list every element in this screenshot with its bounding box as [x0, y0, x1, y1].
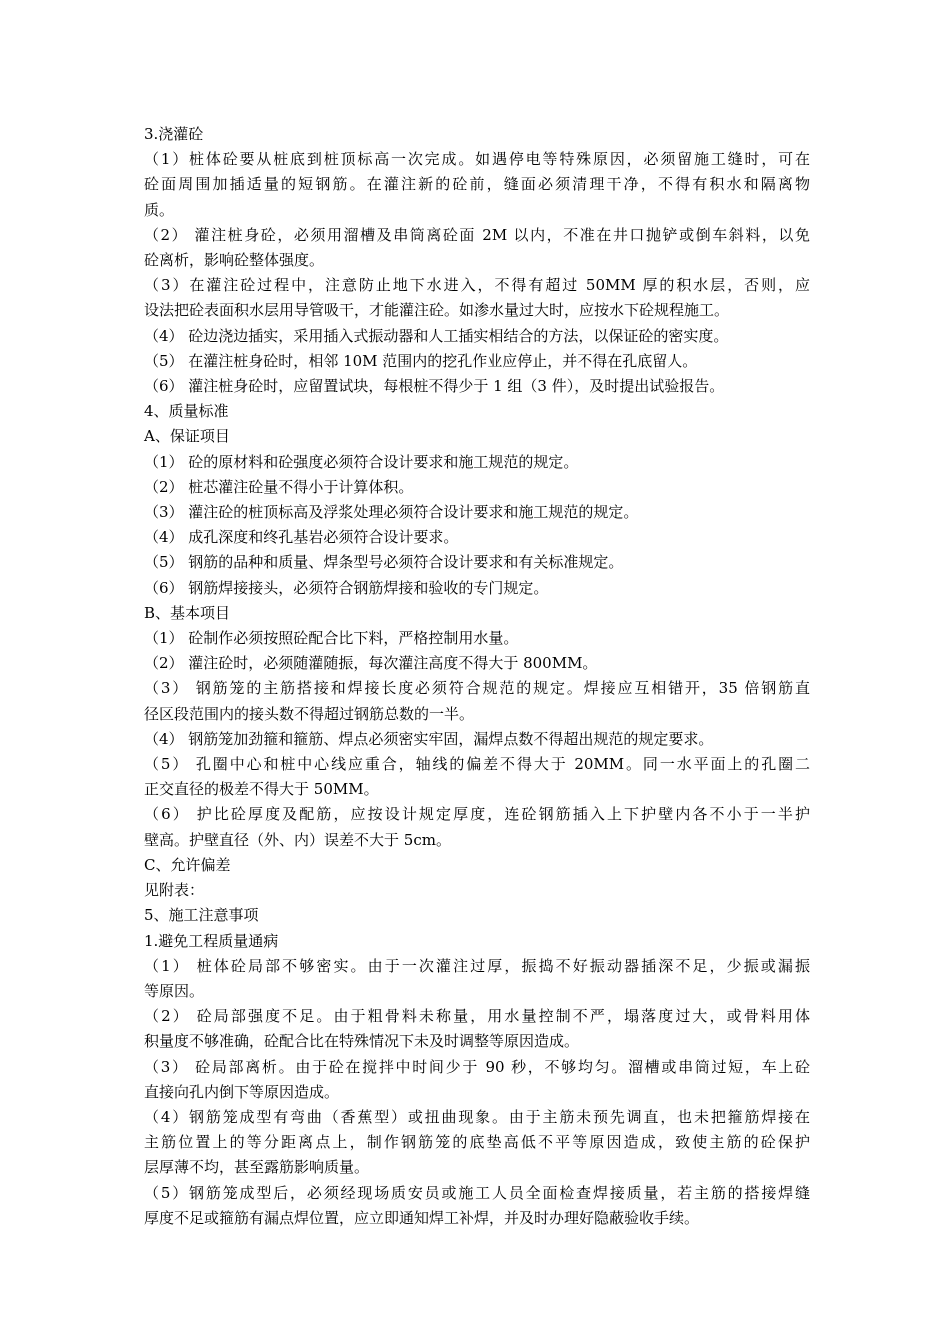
text-line: （5）钢筋笼成型后，必须经现场质安员或施工人员全面检查焊接质量，若主筋的搭接焊缝 — [144, 1183, 810, 1202]
text-line: （4） 钢筋笼加劲箍和箍筋、焊点必须密实牢固，漏焊点数不得超出规范的规定要求。 — [144, 729, 714, 748]
text-line: （2） 桩芯灌注砼量不得小于计算体积。 — [144, 477, 414, 496]
text-line: 砼面周围加插适量的短钢筋。在灌注新的砼前，缝面必须清理干净，不得有积水和隔离物 — [144, 175, 810, 194]
text-line: （3） 灌注砼的桩顶标高及浮浆处理必须符合设计要求和施工规范的规定。 — [144, 503, 639, 522]
text-line: （4） 成孔深度和终孔基岩必须符合设计要求。 — [144, 528, 459, 547]
text-line: （6） 护比砼厚度及配筋，应按设计规定厚度，连砼钢筋插入上下护壁内各不小于一半护 — [144, 805, 810, 824]
text-line: （2） 灌注砼时，必须随灌随振，每次灌注高度不得大于 800MM。 — [144, 654, 598, 673]
text-line: 正交直径的极差不得大于 50MM。 — [144, 780, 379, 799]
document-page — [144, 122, 810, 1231]
text-line: （6） 钢筋焊接接头，必须符合钢筋焊接和验收的专门规定。 — [144, 578, 549, 597]
text-line: 层厚薄不均，甚至露筋影响质量。 — [144, 1158, 370, 1177]
text-line: （1） 砼制作必须按照砼配合比下料，严格控制用水量。 — [144, 629, 519, 648]
text-line: （5） 在灌注桩身砼时，相邻 10M 范围内的挖孔作业应停止，并不得在孔底留人。 — [144, 351, 698, 370]
text-line: 等原因。 — [144, 981, 205, 1000]
text-line: （3） 钢筋笼的主筋搭接和焊接长度必须符合规范的规定。焊接应互相错开，35 倍钢筋直 — [144, 679, 810, 698]
text-line: （1） 砼的原材料和砼强度必须符合设计要求和施工规范的规定。 — [144, 452, 579, 471]
text-line: （6） 灌注桩身砼时，应留置试块，每根桩不得少于 1 组（3 件），及时提出试验报告。 — [144, 377, 725, 396]
text-line: （5） 钢筋的品种和质量、焊条型号必须符合设计要求和有关标准规定。 — [144, 553, 624, 572]
text-line: 1.避免工程质量通病 — [144, 931, 279, 950]
text-line: （2） 灌注桩身砼，必须用溜槽及串筒离砼面 2M 以内，不准在井口抛铲或倒车斜料，以免 — [144, 225, 810, 244]
text-line: C、允许偏差 — [144, 855, 231, 874]
text-line: （1） 桩体砼局部不够密实。由于一次灌注过厚，振捣不好振动器插深不足，少振或漏振 — [144, 956, 810, 975]
text-line: A、保证项目 — [144, 427, 230, 446]
text-line: （3） 砼局部离析。由于砼在搅拌中时间少于 90 秒，不够均匀。溜槽或串筒过短，车上砼 — [144, 1057, 810, 1076]
text-line: 主筋位置上的等分距离点上，制作钢筋笼的底垫高低不平等原因造成，致使主筋的砼保护 — [144, 1133, 810, 1152]
text-line: 设法把砼表面积水层用导管吸干，才能灌注砼。如渗水量过大时，应按水下砼规程施工。 — [144, 301, 730, 320]
text-line: 质。 — [144, 200, 175, 219]
text-line: （5） 孔圈中心和桩中心线应重合，轴线的偏差不得大于 20MM。同一水平面上的孔圈二 — [144, 755, 810, 774]
text-line: 砼离析，影响砼整体强度。 — [144, 251, 325, 270]
text-line: （4） 砼边浇边插实，采用插入式振动器和人工插实相结合的方法，以保证砼的密实度。 — [144, 326, 729, 345]
text-line: 厚度不足或箍筋有漏点焊位置，应立即通知焊工补焊，并及时办理好隐蔽验收手续。 — [144, 1208, 700, 1227]
text-line: 见附表： — [144, 881, 205, 900]
text-line: 4、质量标准 — [144, 402, 229, 421]
text-line: （1）桩体砼要从桩底到桩顶标高一次完成。如遇停电等特殊原因，必须留施工缝时，可在 — [144, 150, 810, 169]
text-line: 径区段范围内的接头数不得超过钢筋总数的一半。 — [144, 704, 475, 723]
text-line: 积量度不够准确，砼配合比在特殊情况下未及时调整等原因造成。 — [144, 1032, 580, 1051]
text-line: 5、施工注意事项 — [144, 906, 259, 925]
text-line: （3）在灌注砼过程中，注意防止地下水进入，不得有超过 50MM 厚的积水层，否则，应 — [144, 276, 810, 295]
text-line: 壁高。护壁直径（外、内）误差不大于 5cm。 — [144, 830, 451, 849]
text-line: 直接向孔内倒下等原因造成。 — [144, 1082, 340, 1101]
text-line: B、基本项目 — [144, 603, 231, 622]
text-line: （2） 砼局部强度不足。由于粗骨料未称量，用水量控制不严，塌落度过大，或骨料用体 — [144, 1007, 810, 1026]
text-line: （4）钢筋笼成型有弯曲（香蕉型）或扭曲现象。由于主筋未预先调直，也未把箍筋焊接在 — [144, 1107, 810, 1126]
text-line: 3.浇灌砼 — [144, 125, 204, 143]
